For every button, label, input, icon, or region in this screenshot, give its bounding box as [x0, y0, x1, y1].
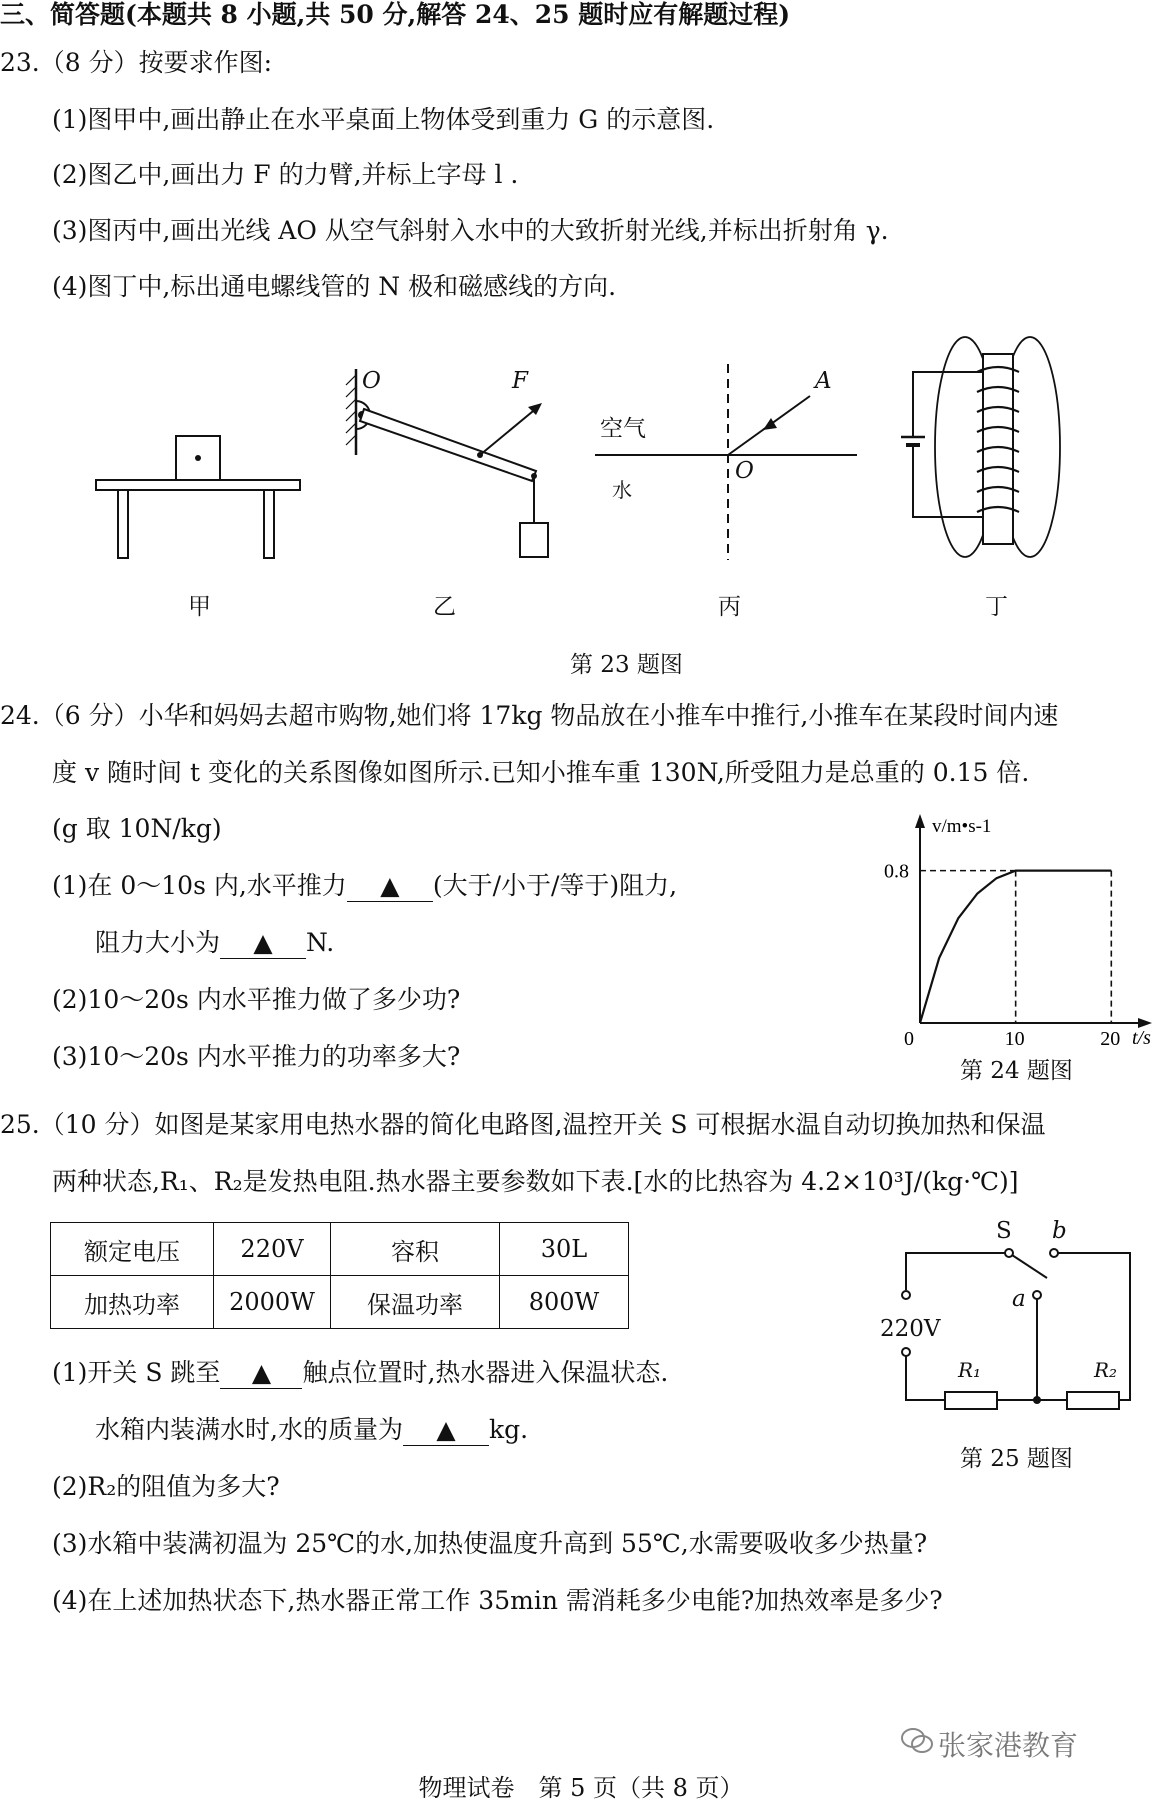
q23-item-2: (2)图乙中,画出力 F 的力臂,并标上字母 l .: [52, 160, 519, 189]
label-F: F: [512, 368, 528, 394]
q23-caption: 第 23 题图: [570, 652, 683, 678]
force-arrow: [480, 407, 538, 455]
label-220V: 220V: [880, 1316, 941, 1342]
fig-label-bing: 丙: [718, 594, 741, 620]
label-R1: R₁: [958, 1358, 982, 1382]
label-A: A: [815, 368, 832, 394]
contact-a: [1033, 1291, 1041, 1299]
q24-item-2: (2)10～20s 内水平推力做了多少功?: [52, 985, 461, 1014]
q25-item-4: (4)在上述加热状态下,热水器正常工作 35min 需消耗多少电能?加热效率是多少?: [52, 1586, 943, 1615]
q23-item-1: (1)图甲中,画出静止在水平桌面上物体受到重力 G 的示意图.: [52, 105, 715, 134]
q24-line-2: 度 v 随时间 t 变化的关系图像如图所示.已知小推车重 130N,所受阻力是总重的 0.15 倍.: [52, 758, 1030, 787]
watermark: 张家港教育: [938, 1729, 1079, 1762]
figure-yi: [330, 365, 570, 570]
q24-item-1a: (1)在 0～10s 内,水平推力 ▲ (大于/小于/等于)阻力,: [52, 871, 678, 900]
q25-item-2: (2)R₂的阻值为多大?: [52, 1472, 280, 1501]
answer-blank[interactable]: ▲: [403, 1415, 489, 1446]
table-cell: 800W: [500, 1276, 629, 1329]
answer-blank[interactable]: ▲: [347, 871, 433, 902]
answer-blank[interactable]: ▲: [220, 1358, 302, 1389]
wire-top-left: [906, 1253, 1005, 1290]
wire-top: [913, 372, 983, 437]
figure-ding: [895, 332, 1095, 572]
params-table: [50, 1222, 629, 1329]
table-cell: 保温功率: [331, 1276, 500, 1329]
table-cell: 额定电压: [51, 1223, 214, 1276]
hanging-weight: [520, 523, 548, 557]
wechat-icon: [900, 1726, 934, 1756]
label-O-bing: O: [735, 458, 754, 484]
label-S: S: [996, 1218, 1012, 1244]
label-a: a: [1012, 1286, 1026, 1312]
q24-line-1: 24.（6 分）小华和妈妈去超市购物,她们将 17kg 物品放在小推车中推行,小推车在某段时间内速: [0, 701, 1059, 730]
x-tick-label: 10: [1004, 1028, 1025, 1050]
q25-line-1: 25.（10 分）如图是某家用电热水器的简化电路图,温控开关 S 可根据水温自动切换加热和保温: [0, 1110, 1046, 1139]
q25-item-1a: (1)开关 S 跳至 ▲ 触点位置时,热水器进入保温状态.: [52, 1358, 669, 1387]
q25-line-2: 两种状态,R₁、R₂是发热电阻.热水器主要参数如下表.[水的比热容为 4.2×10³J/(kg·℃)]: [52, 1167, 1019, 1196]
q25-item-1b: 水箱内装满水时,水的质量为 ▲ kg.: [95, 1415, 529, 1444]
y-tick-label: 0.8: [884, 860, 909, 883]
q23-item-3: (3)图丙中,画出光线 AO 从空气斜射入水中的大致折射光线,并标出折射角 γ.: [52, 216, 889, 245]
label-b: b: [1052, 1218, 1067, 1244]
y-axis-arrow: [915, 814, 925, 828]
q24-caption: 第 24 题图: [960, 1058, 1073, 1084]
lever-bar: [360, 409, 536, 481]
label-air: 空气: [600, 416, 646, 442]
fig-label-ding: 丁: [985, 594, 1008, 620]
tabletop: [96, 480, 300, 490]
table-cell: 加热功率: [51, 1276, 214, 1329]
q24-item-1b: 阻力大小为 ▲ N.: [95, 928, 335, 957]
table-cell: 2000W: [214, 1276, 331, 1329]
junction: [1033, 1396, 1041, 1404]
terminal-top: [902, 1291, 910, 1299]
figure-jia: [90, 420, 310, 570]
q25-caption: 第 25 题图: [960, 1446, 1073, 1472]
q24-line-3: (g 取 10N/kg): [52, 814, 222, 843]
x-axis-label: t/s: [1132, 1027, 1151, 1049]
wire-bottom: [913, 445, 983, 517]
table-cell: 30L: [500, 1223, 629, 1276]
center-dot: [195, 455, 201, 461]
vt-chart: [860, 808, 1160, 1053]
table-leg-left: [118, 490, 128, 558]
contact-b: [1050, 1249, 1058, 1257]
fig-label-jia: 甲: [188, 594, 211, 620]
table-cell: 容积: [331, 1223, 500, 1276]
label-O-yi: O: [362, 368, 381, 394]
x-tick-label: 20: [1100, 1028, 1121, 1050]
page-footer: 物理试卷 第 5 页（共 8 页）: [418, 1774, 744, 1802]
table-leg-right: [264, 490, 274, 558]
q23-item-4: (4)图丁中,标出通电螺线管的 N 极和磁感线的方向.: [52, 272, 617, 301]
y-axis-label: v/m•s-1: [932, 816, 992, 837]
q24-item-3: (3)10～20s 内水平推力的功率多大?: [52, 1042, 461, 1071]
resistor-r1: [945, 1392, 997, 1409]
wire-bottom-left: [906, 1356, 945, 1400]
answer-blank[interactable]: ▲: [220, 928, 306, 959]
fig-label-yi: 乙: [433, 594, 456, 620]
table-row: [51, 1223, 629, 1276]
terminal-bottom: [902, 1348, 910, 1356]
section-title: 三、简答题(本题共 8 小题,共 50 分,解答 24、25 题时应有解题过程): [0, 0, 791, 29]
resistor-r2: [1067, 1392, 1119, 1409]
table-row: [51, 1276, 629, 1329]
x-tick-label: 0: [904, 1028, 914, 1050]
q23-head: 23.（8 分）按要求作图:: [0, 48, 273, 77]
switch-blade: [1012, 1255, 1047, 1278]
label-water: 水: [612, 478, 632, 502]
table-cell: 220V: [214, 1223, 331, 1276]
label-R2: R₂: [1094, 1358, 1118, 1382]
q25-item-3: (3)水箱中装满初温为 25℃的水,加热使温度升高到 55℃,水需要吸收多少热量?: [52, 1529, 928, 1558]
